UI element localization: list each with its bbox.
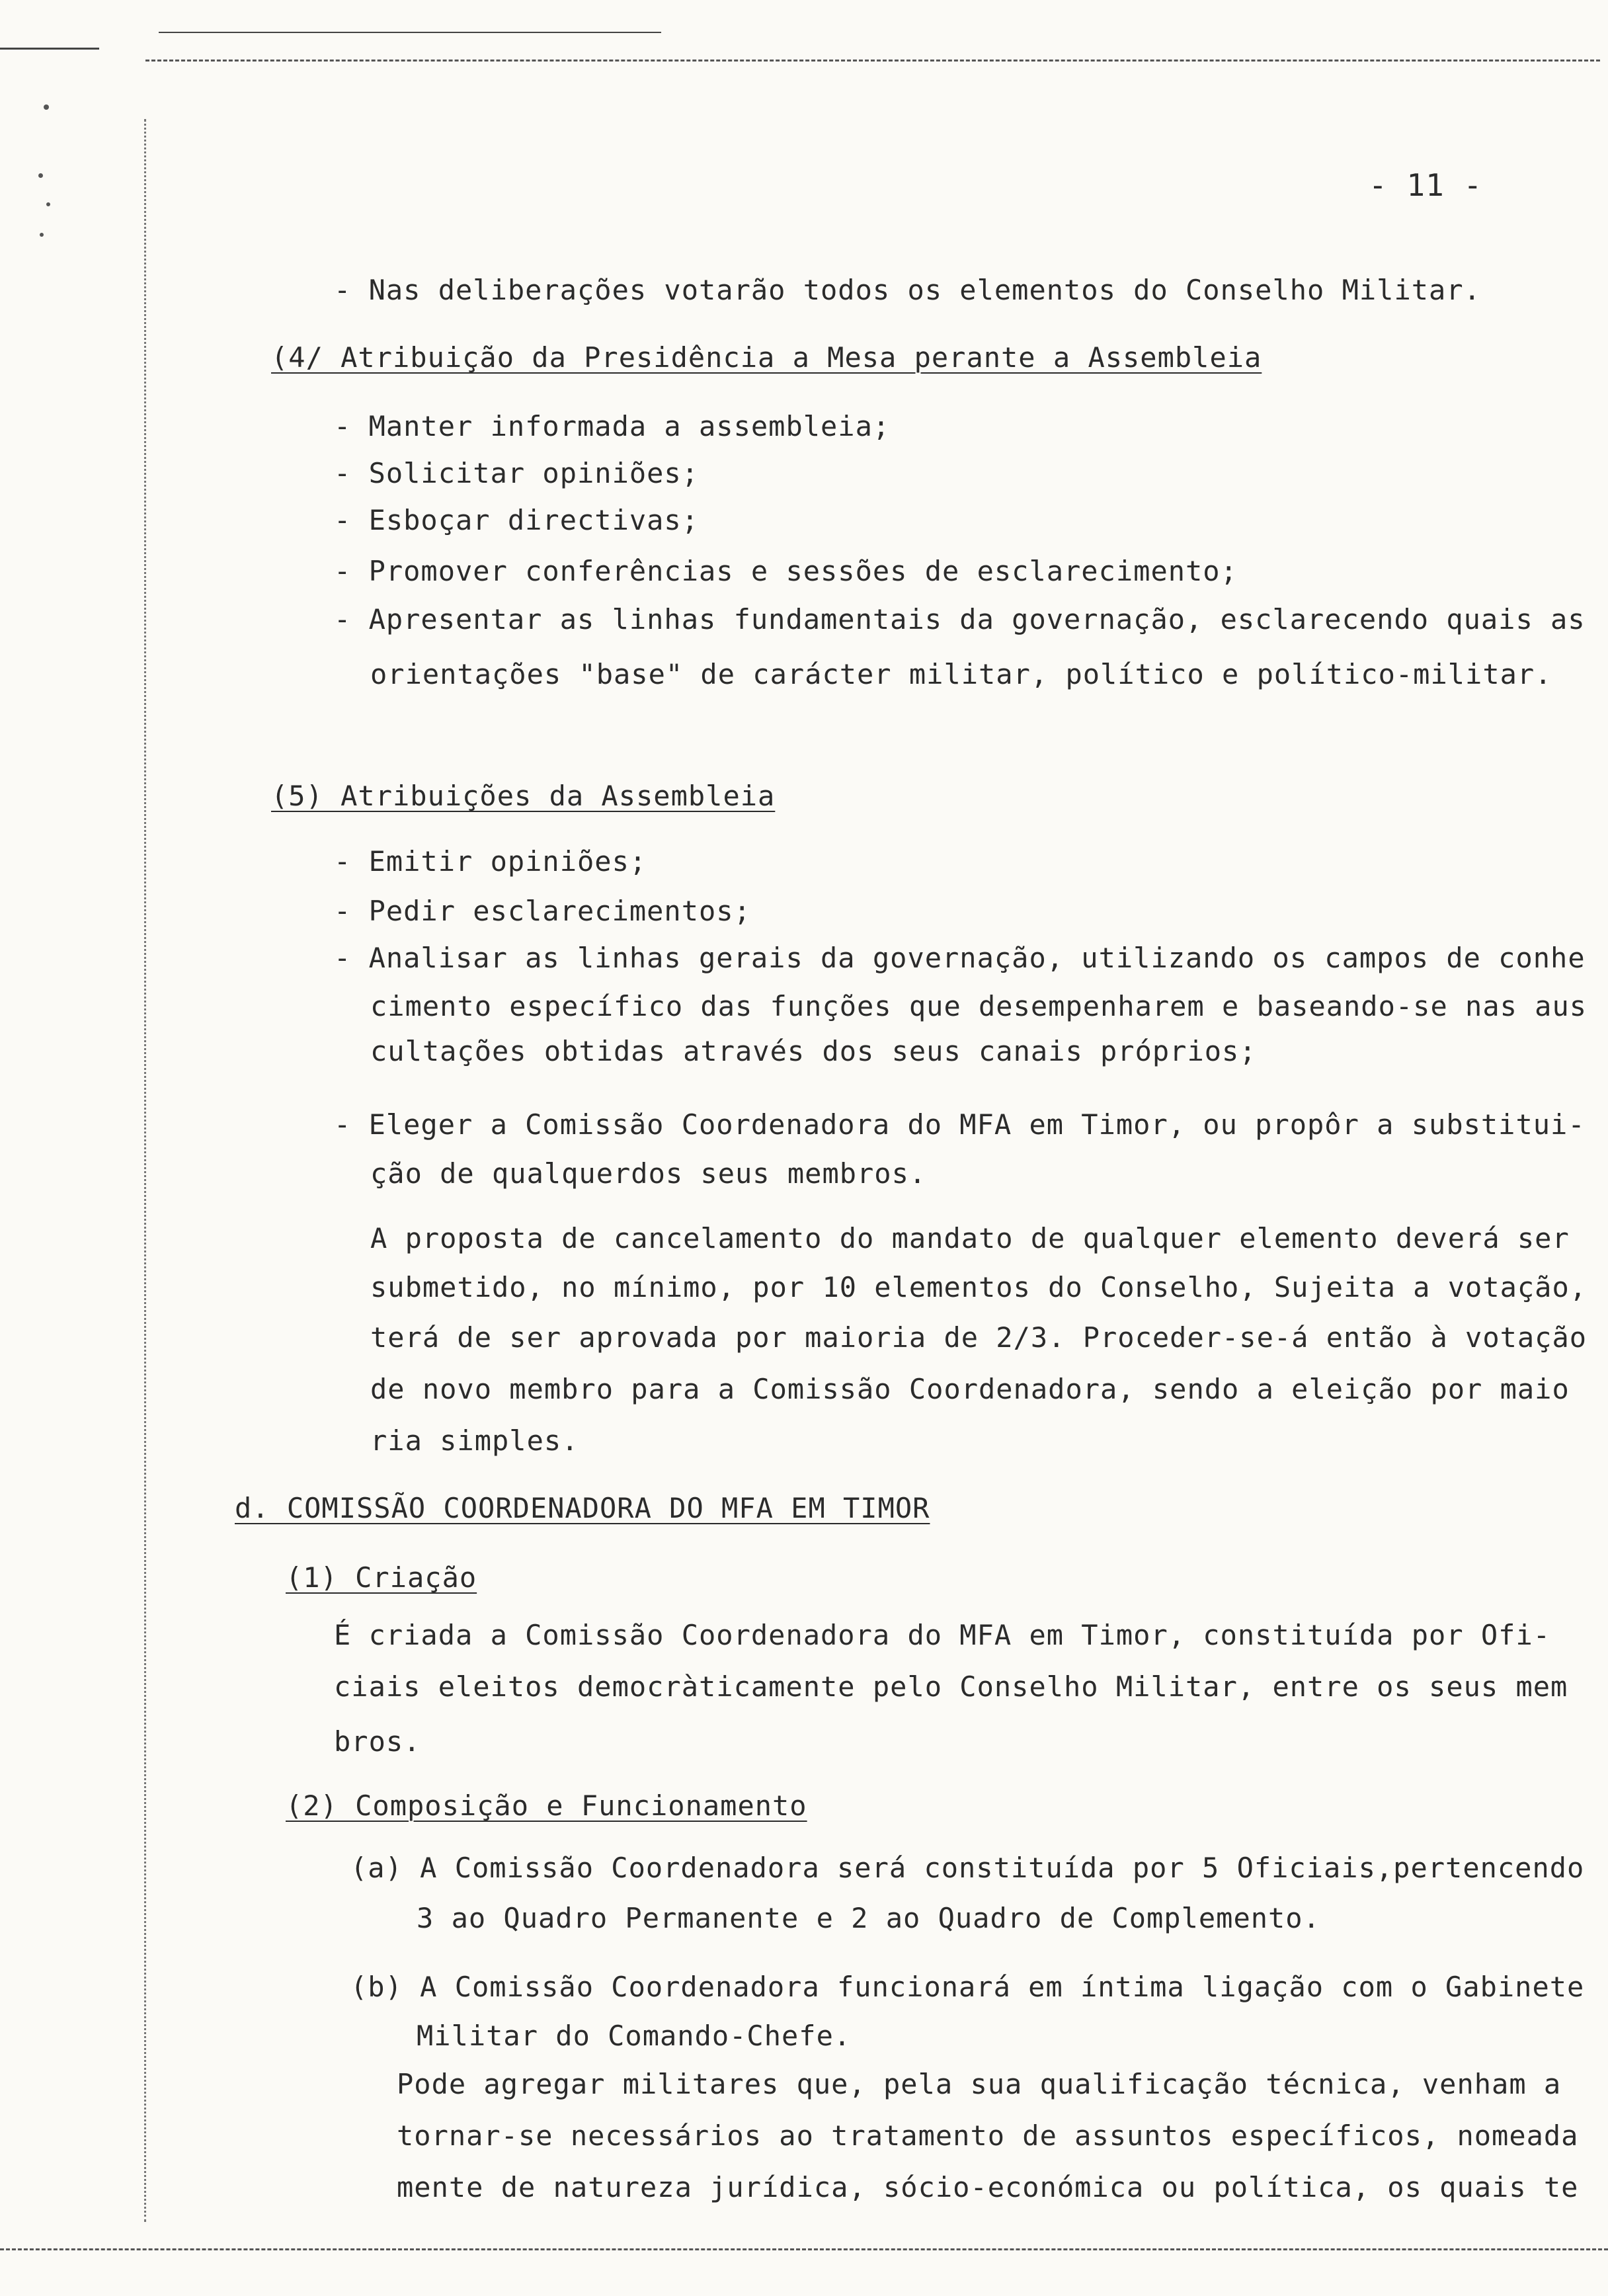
section-4-item: - Apresentar as linhas fundamentais da governação, esclarecendo quais as (334, 603, 1586, 636)
subsection-2-title: (2) Composição e Funcionamento (286, 1789, 807, 1822)
intro-line: - Nas deliberações votarão todos os elementos do Conselho Militar. (334, 274, 1481, 306)
margin-speck (44, 104, 49, 110)
section-5-item: - Analisar as linhas gerais da governação, utilizando os campos de conhe (334, 942, 1586, 974)
section-4-item: - Manter informada a assembleia; (334, 410, 891, 442)
section-5-item: cimento específico das funções que desempenharem e baseando-se nas aus (370, 990, 1588, 1022)
margin-speck (46, 202, 50, 206)
page-number: - 11 - (1369, 167, 1483, 203)
left-margin-dots (144, 119, 146, 2222)
top-rule-left (0, 48, 99, 50)
margin-speck (38, 173, 43, 178)
subsection-1-title: (1) Criação (286, 1561, 477, 1594)
bottom-rule (0, 2248, 1608, 2250)
section-5-item: - Pedir esclarecimentos; (334, 895, 751, 927)
margin-speck (40, 233, 44, 237)
section-4-item: orientações "base" de carácter militar, político e político-militar. (370, 658, 1552, 690)
subsection-2b-line: Pode agregar militares que, pela sua qualificação técnica, venham a (397, 2068, 1562, 2100)
section-5-paragraph-line: submetido, no mínimo, por 10 elementos do Conselho, Sujeita a votação, (370, 1271, 1588, 1303)
top-rule (145, 60, 1600, 62)
subsection-2b-line: Militar do Comando-Chefe. (417, 2020, 852, 2052)
section-5-paragraph-line: de novo membro para a Comissão Coordenadora, sendo a eleição por maio (370, 1373, 1570, 1405)
subsection-2b-line: (b) A Comissão Coordenadora funcionará em íntima ligação com o Gabinete (350, 1971, 1585, 2003)
section-4-item: - Solicitar opiniões; (334, 457, 700, 489)
subsection-2a-line: 3 ao Quadro Permanente e 2 ao Quadro de Complemento. (417, 1902, 1320, 1934)
subsection-2a-line: (a) A Comissão Coordenadora será constituída por 5 Oficiais,pertencendo (350, 1852, 1585, 1884)
section-5-item: ção de qualquerdos seus membros. (370, 1157, 927, 1190)
section-5-item: - Eleger a Comissão Coordenadora do MFA em Timor, ou propôr a substitui- (334, 1108, 1586, 1141)
section-4-item: - Promover conferências e sessões de esclarecimento; (334, 555, 1238, 587)
section-5-paragraph-line: terá de ser aprovada por maioria de 2/3. Proceder-se-á então à votação (370, 1321, 1588, 1354)
top-rule-upper (159, 32, 661, 33)
section-5-paragraph-line: A proposta de cancelamento do mandato de qualquer elemento deverá ser (370, 1222, 1570, 1254)
section-d-title: d. COMISSÃO COORDENADORA DO MFA EM TIMOR (235, 1492, 930, 1524)
subsection-1-text-line: bros. (334, 1725, 421, 1758)
section-4-title: (4/ Atribuição da Presidência a Mesa perante a Assembleia (271, 341, 1262, 374)
subsection-2b-line: mente de natureza jurídica, sócio-económica ou política, os quais te (397, 2171, 1579, 2203)
subsection-1-text-line: ciais eleitos democràticamente pelo Conselho Militar, entre os seus mem (334, 1670, 1568, 1703)
section-4-item: - Esboçar directivas; (334, 504, 700, 536)
section-5-item: cultações obtidas através dos seus canais próprios; (370, 1035, 1257, 1067)
subsection-1-text-line: É criada a Comissão Coordenadora do MFA em Timor, constituída por Ofi- (334, 1619, 1551, 1651)
subsection-2b-line: tornar-se necessários ao tratamento de assuntos específicos, nomeada (397, 2119, 1579, 2152)
section-5-item: - Emitir opiniões; (334, 845, 647, 878)
section-5-title: (5) Atribuições da Assembleia (271, 780, 776, 812)
section-5-paragraph-line: ria simples. (370, 1424, 579, 1457)
